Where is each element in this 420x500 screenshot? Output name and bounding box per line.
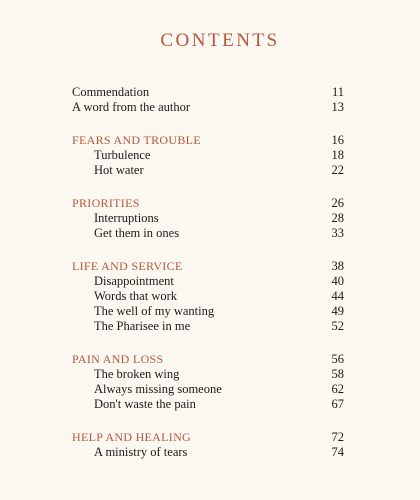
toc-entry[interactable] [72,397,344,412]
toc-entry-page-number: 11 [331,85,344,99]
toc-section-heading-label: LIFE AND SERVICE [72,259,183,273]
toc-entry-page-number: 49 [331,304,344,318]
toc-section [72,85,344,115]
toc-entry[interactable] [72,163,344,178]
table-of-contents [72,85,344,478]
toc-entry-page-number: 74 [331,445,344,459]
toc-entry[interactable] [72,304,344,319]
toc-entry-label: Disappointment [94,274,174,288]
toc-entry-label: Get them in ones [94,226,180,240]
toc-entry[interactable] [72,148,344,163]
toc-section-heading-label: PRIORITIES [72,196,140,210]
toc-section-heading-page-number: 26 [331,196,344,210]
toc-entry-label: Words that work [94,289,178,303]
toc-entry-label: A word from the author [72,100,191,114]
toc-entry-label: Turbulence [94,148,151,162]
toc-entry-page-number: 52 [331,319,344,333]
toc-entry[interactable] [72,100,344,115]
toc-entry-page-number: 44 [331,289,344,303]
toc-section-heading-label: PAIN AND LOSS [72,352,164,366]
toc-section-heading[interactable] [72,352,344,367]
toc-entry-label: Commendation [72,85,150,99]
toc-section-heading-page-number: 16 [331,133,344,147]
toc-section-heading[interactable] [72,196,344,211]
toc-entry-page-number: 58 [331,367,344,381]
toc-section-heading-page-number: 72 [331,430,344,444]
toc-section-heading[interactable] [72,133,344,148]
toc-entry-label: Always missing someone [94,382,222,396]
toc-section-heading-page-number: 56 [331,352,344,366]
toc-entry-label: The broken wing [94,367,180,381]
toc-entry-label: Don't waste the pain [94,397,196,411]
toc-entry-label: A ministry of tears [94,445,188,459]
toc-entry[interactable] [72,274,344,289]
toc-entry[interactable] [72,445,344,460]
toc-section-heading-page-number: 38 [331,259,344,273]
toc-section-heading-label: FEARS AND TROUBLE [72,133,201,147]
toc-entry-page-number: 28 [331,211,344,225]
toc-entry-page-number: 22 [331,163,344,177]
toc-section [72,133,344,178]
toc-entry[interactable] [72,319,344,334]
page-title: CONTENTS [160,30,280,51]
toc-entry-page-number: 62 [331,382,344,396]
toc-section [72,196,344,241]
toc-entry-page-number: 13 [331,100,344,114]
toc-entry-label: Interruptions [94,211,159,225]
toc-entry[interactable] [72,382,344,397]
toc-entry-page-number: 40 [331,274,344,288]
toc-section [72,430,344,460]
toc-section-heading[interactable] [72,259,344,274]
toc-section [72,352,344,412]
toc-section [72,259,344,334]
toc-entry-page-number: 67 [331,397,344,411]
toc-entry[interactable] [72,211,344,226]
toc-entry-page-number: 33 [331,226,344,240]
toc-entry[interactable] [72,289,344,304]
toc-entry-label: The well of my wanting [94,304,215,318]
toc-entry[interactable] [72,85,344,100]
toc-section-heading[interactable] [72,430,344,445]
toc-entry-label: Hot water [94,163,144,177]
toc-entry-page-number: 18 [331,148,344,162]
toc-section-heading-label: HELP AND HEALING [72,430,192,444]
toc-entry-label: The Pharisee in me [94,319,191,333]
toc-entry[interactable] [72,226,344,241]
toc-entry[interactable] [72,367,344,382]
